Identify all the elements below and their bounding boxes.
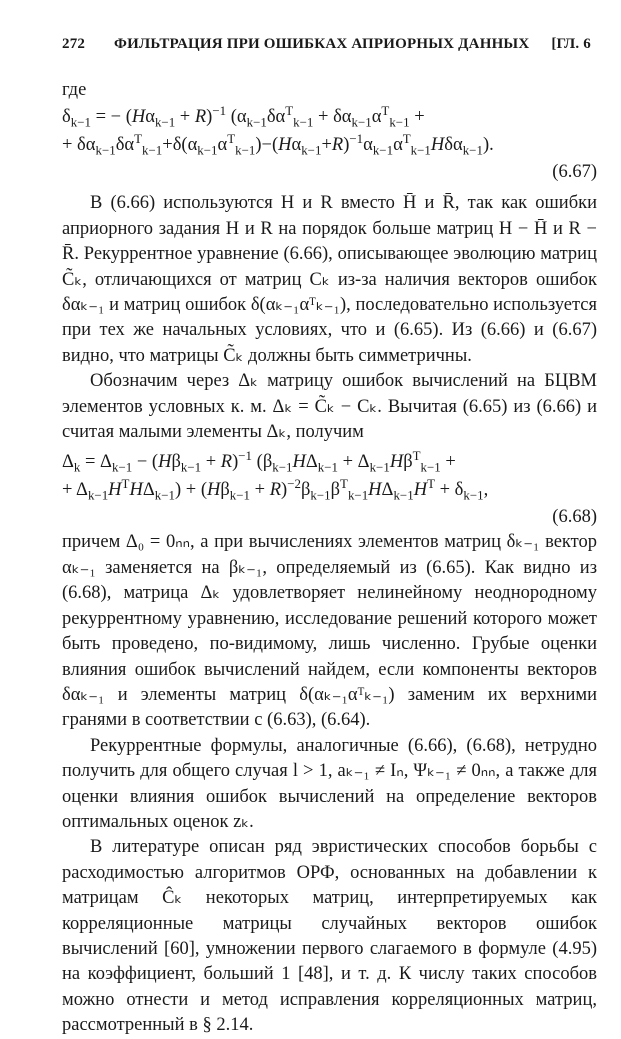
- paragraph-1: В (6.66) используются H и R вместо H̄ и R̄, так как ошибки априорного задания H и R на порядок больше матриц H − H̄ и R − R̄. Рекуррентное уравнение (6.66), описывающее эволюцию матриц C̃ₖ, отличающихся от матриц Cₖ из-за наличия векторов ошибок δαₖ₋₁ и матриц ошибок δ(αₖ₋₁αᵀₖ₋₁), последовательно используется при тех же начальных условиях, что и (6.65). Из (6.66) и (6.67) видно, что матрицы C̃ₖ должны быть симметричны.: [62, 193, 597, 366]
- running-title: ФИЛЬТРАЦИЯ ПРИ ОШИБКАХ АПРИОРНЫХ ДАННЫХ: [114, 36, 530, 52]
- equation-6-68-line-1: $\Delta_k = \Delta_{k-1} - (H\beta_{k-1} + R)^{-1}$ ($\beta_{k-1}H\Delta_{k-1} + \Delta_{k-1}H\beta^T_{k-1}$ +: [62, 448, 456, 476]
- equation-6-67-line-1: $\delta_{k-1}$ = − $(H\alpha_{k-1} + R)^{-1}$ ($\alpha_{k-1}\delta\alpha^T_{k-1} + \delta\alpha_{k-1}\alpha^T_{k-1}$ +: [62, 103, 425, 131]
- equation-number-6-68: (6.68): [552, 507, 597, 528]
- paragraph-2: Обозначим через Δₖ матрицу ошибок вычислений на БЦВМ элементов условных к. м. Δₖ = C̃ₖ − Cₖ. Вычитая (6.65) из (6.66) и считая малыми элементы Δₖ, получим: [62, 371, 597, 443]
- page-number: 272: [62, 36, 86, 52]
- page-body: [62, 78, 597, 1039]
- paragraph-4: Рекуррентные формулы, аналогичные (6.66), (6.68), нетрудно получить для общего случая l > 1, aₖ₋₁ ≠ Iₙ, Ψₖ₋₁ ≠ 0ₙₙ, а также для оценки влияния ошибок вычислений на определение векторов оптимальных оценок zₖ.: [62, 735, 597, 832]
- paragraph-5: В литературе описан ряд эвристических способов борьбы с расходимостью алгоритмов ОРФ, основанных на добавлении к матрицам Ĉₖ некоторых матриц, интерпретируемых как корреляционные матрицы случайных векторов ошибок вычислений [60], умножении первого слагаемого в формуле (4.95) на коэффициент, больший 1 [48], и т. д. К числу таких способов можно отнести и метод исправления корреляционных матриц, рассмотренный в § 2.14.: [62, 837, 597, 1036]
- chapter-label: [ГЛ. 6: [551, 36, 591, 52]
- equation-number-6-67: (6.67): [552, 162, 597, 183]
- paragraph-3: причем Δ₀ = 0ₙₙ, а при вычислениях элементов матриц δₖ₋₁ вектор αₖ₋₁ заменяется на βₖ₋₁, определяемый из (6.65). Как видно из (6.68), матрица Δₖ удовлетворяет нелинейному неоднородному рекуррентному уравнению, исследование решений которого может быть проведено, по-видимому, лишь численно. Грубые оценки влияния ошибок вычислений найдем, если компоненты векторов δαₖ₋₁ и элементы матриц δ(αₖ₋₁αᵀₖ₋₁) заменим их верхними гранями в соответствии с (6.63), (6.64).: [62, 532, 597, 731]
- running-header: [62, 36, 591, 62]
- equation-6-68-line-2: + $\Delta_{k-1}H^TH\Delta_{k-1}) + (H\beta_{k-1} + R)^{-2}\beta_{k-1}\beta^T_{k-1}H\Delta_{k-1}H^T + \delta_{k-1}$,: [62, 476, 489, 504]
- equation-6-67-line-2: + $\delta\alpha_{k-1}\delta\alpha^T_{k-1}+\delta(\alpha_{k-1}\alpha^T_{k-1})-(H\alpha_{k-1}+R)^{-1}\alpha_{k-1}\alpha^T_{k-1}H\delta\alpha_{k-1}$).: [62, 131, 494, 159]
- where-label: где: [62, 80, 87, 100]
